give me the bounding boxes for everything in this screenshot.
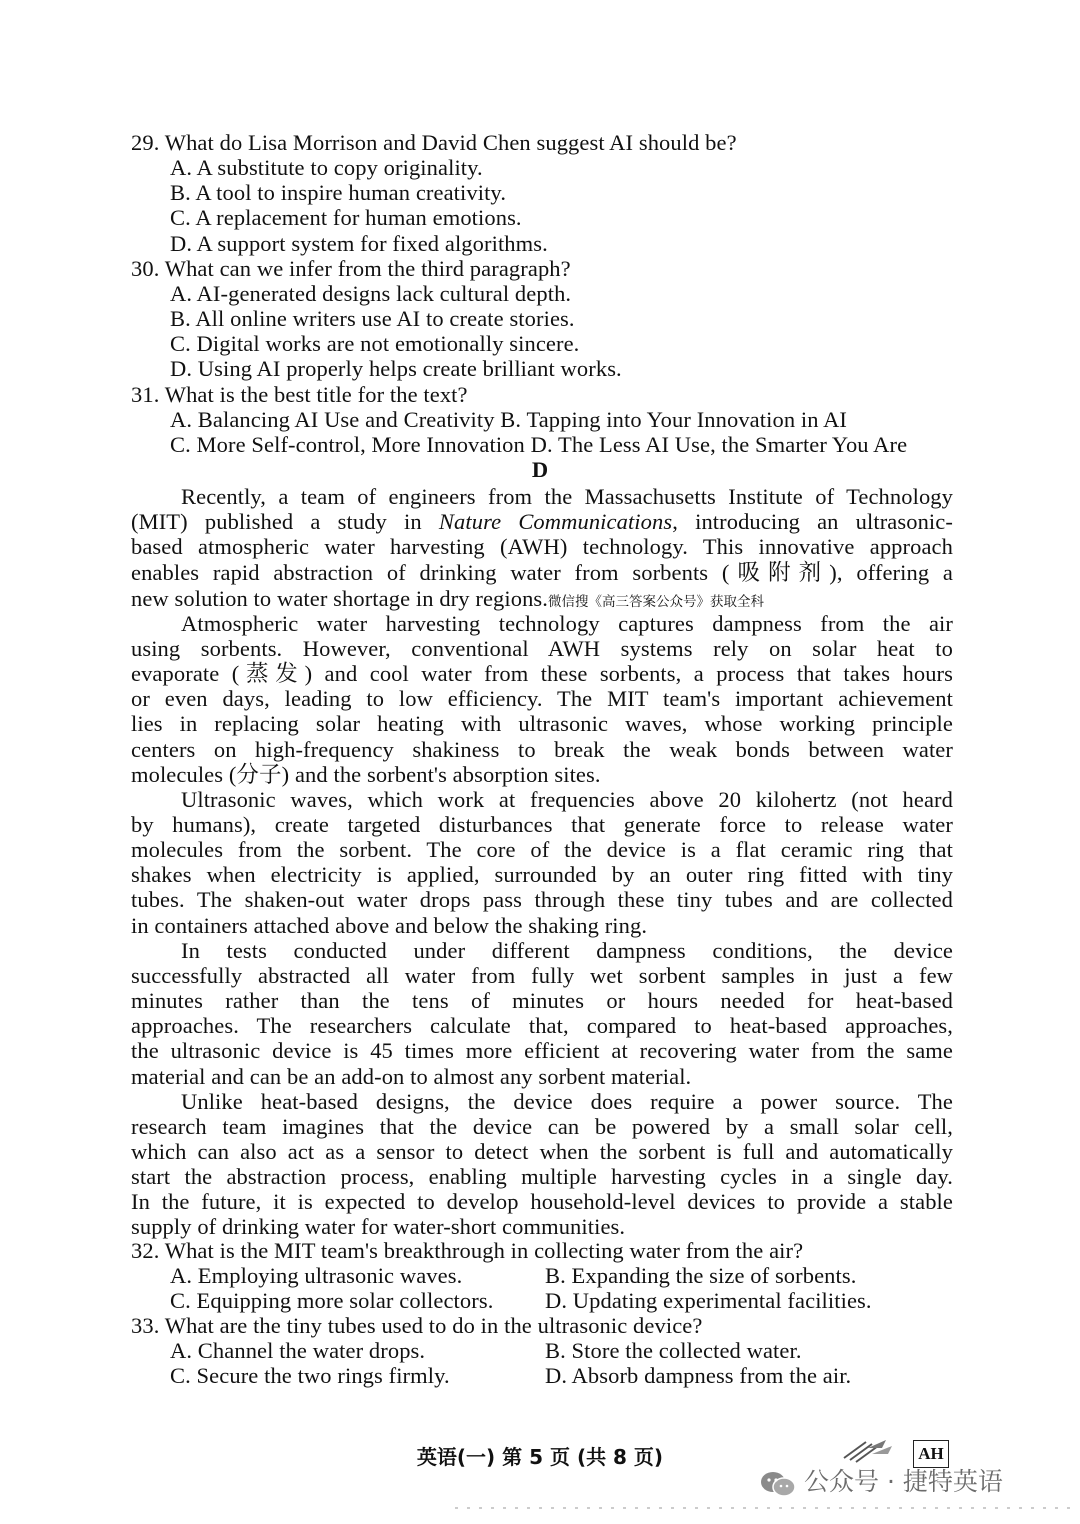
question-32-option-d: D. Updating experimental facilities. <box>545 1288 872 1313</box>
question-30-option-c: C. Digital works are not emotionally sincere. <box>170 331 580 356</box>
paragraph-4-line: minutes rather than the tens of minutes or hours needed for heat-based <box>131 988 953 1013</box>
paragraph-1-line: enables rapid abstraction of drinking water from sorbents (吸附剂), offering a <box>131 560 953 585</box>
paragraph-4-line: material and can be an add-on to almost any sorbent material. <box>131 1064 692 1089</box>
question-33-option-c: C. Secure the two rings firmly. <box>170 1363 450 1388</box>
promo-text: 微信搜《高三答案公众号》获取全科 <box>548 594 765 610</box>
wechat-icon <box>760 1470 796 1498</box>
paragraph-3-line: in containers attached above and below the shaking ring. <box>131 913 648 938</box>
paragraph-2-line: evaporate (蒸发) and cool water from these sorbents, a process that takes hours <box>131 661 953 686</box>
question-29-option-a: A. A substitute to copy originality. <box>170 155 483 180</box>
question-29-option-d: D. A support system for fixed algorithms. <box>170 231 548 256</box>
paragraph-5-line: supply of drinking water for water-short communities. <box>131 1214 626 1239</box>
question-29-option-c: C. A replacement for human emotions. <box>170 205 522 230</box>
paragraph-5-line: which can also act as a sensor to detect when the sorbent is full and automatically <box>131 1139 953 1164</box>
paragraph-2-line: or even days, leading to low efficiency. The MIT team's important achievement <box>131 686 953 711</box>
question-33-option-d: D. Absorb dampness from the air. <box>545 1363 852 1388</box>
section-heading: D <box>531 457 549 482</box>
page-number: 英语(一) 第 5 页 (共 8 页) <box>416 1445 664 1469</box>
question-32-option-a: A. Employing ultrasonic waves. <box>170 1263 463 1288</box>
question-33-stem: 33. What are the tiny tubes used to do in the ultrasonic device? <box>131 1313 703 1338</box>
question-31-stem: 31. What is the best title for the text? <box>131 382 468 407</box>
paragraph-5-line: start the abstraction process, enabling multiple harvesting cycles in a single day. <box>131 1164 953 1189</box>
question-32-option-c: C. Equipping more solar collectors. <box>170 1288 494 1313</box>
question-32-option-b: B. Expanding the size of sorbents. <box>545 1263 857 1288</box>
watermark-text: 公众号 · 捷特英语 <box>804 1467 1003 1496</box>
paragraph-1-line: (MIT) published a study in Nature Communications, introducing an ultrasonic- <box>131 509 953 534</box>
question-31-options-ab: A. Balancing AI Use and Creativity B. Tapping into Your Innovation in AI <box>170 407 848 432</box>
publisher-logo-icon <box>842 1436 898 1464</box>
paragraph-3-line: tubes. The shaken-out water drops pass through these tiny tubes and are collected <box>131 887 953 912</box>
paragraph-5-line: In the future, it is expected to develop household-level devices to provide a stable <box>131 1189 953 1214</box>
paragraph-4-line: the ultrasonic device is 45 times more efficient at recovering water from the same <box>131 1038 953 1063</box>
question-30-option-a: A. AI-generated designs lack cultural depth. <box>170 281 572 306</box>
question-33-option-b: B. Store the collected water. <box>545 1338 802 1363</box>
question-31-options-cd: C. More Self-control, More Innovation D. The Less AI Use, the Smarter You Are <box>170 432 908 457</box>
question-30-option-b: B. All online writers use AI to create stories. <box>170 306 575 331</box>
paragraph-4-line: In tests conducted under different dampness conditions, the device <box>181 938 953 963</box>
question-32-stem: 32. What is the MIT team's breakthrough in collecting water from the air? <box>131 1238 804 1263</box>
paragraph-2-line: using sorbents. However, conventional AWH systems rely on solar heat to <box>131 636 953 661</box>
paragraph-3-line: by humans), create targeted disturbances that generate force to release water <box>131 812 953 837</box>
question-29-option-b: B. A tool to inspire human creativity. <box>170 180 507 205</box>
paragraph-2-line: centers on high-frequency shakiness to break the weak bonds between water <box>131 737 953 762</box>
paragraph-4-line: successfully abstracted all water from fully wet sorbent samples in just a few <box>131 963 953 988</box>
paragraph-1-line: new solution to water shortage in dry regions.微信搜《高三答案公众号》获取全科 <box>131 586 765 611</box>
paragraph-1-line: based atmospheric water harvesting (AWH) technology. This innovative approach <box>131 534 953 559</box>
question-29-stem: 29. What do Lisa Morrison and David Chen suggest AI should be? <box>131 130 737 155</box>
paragraph-2-line: Atmospheric water harvesting technology captures dampness from the air <box>181 611 953 636</box>
journal-name: Nature Communications <box>438 509 673 534</box>
paragraph-3-line: shakes when electricity is applied, surrounded by an outer ring fitted with tiny <box>131 862 953 887</box>
paragraph-3-line: molecules from the sorbent. The core of the device is a flat ceramic ring that <box>131 837 953 862</box>
question-30-stem: 30. What can we infer from the third paragraph? <box>131 256 571 281</box>
paragraph-4-line: approaches. The researchers calculate that, compared to heat-based approaches, <box>131 1013 953 1038</box>
question-33-option-a: A. Channel the water drops. <box>170 1338 426 1363</box>
edition-code: AH <box>913 1440 949 1468</box>
paragraph-2-line: molecules (分子) and the sorbent's absorption sites. <box>131 762 601 787</box>
paragraph-2-line: lies in replacing solar heating with ultrasonic waves, whose working principle <box>131 711 953 736</box>
question-30-option-d: D. Using AI properly helps create brilliant works. <box>170 356 622 381</box>
paragraph-3-line: Ultrasonic waves, which work at frequencies above 20 kilohertz (not heard <box>181 787 953 812</box>
paragraph-5-line: Unlike heat-based designs, the device does require a power source. The <box>181 1089 953 1114</box>
page-bottom-divider <box>455 1506 1075 1510</box>
paragraph-1-line: Recently, a team of engineers from the Massachusetts Institute of Technology <box>181 484 953 509</box>
paragraph-5-line: research team imagines that the device can be powered by a small solar cell, <box>131 1114 953 1139</box>
